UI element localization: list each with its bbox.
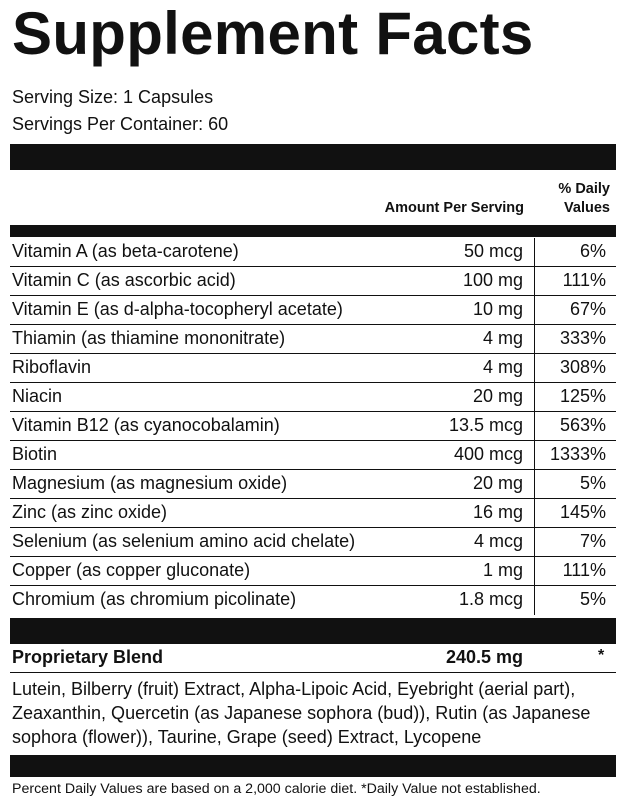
nutrient-row — [10, 441, 616, 470]
nutrient-name: Vitamin A (as beta-carotene) — [12, 241, 239, 261]
nutrient-row — [10, 325, 616, 354]
nutrient-daily-value: 333% — [559, 328, 606, 348]
servings-per-container: Servings Per Container: 60 — [12, 114, 229, 134]
nutrient-row — [10, 296, 616, 325]
nutrient-daily-value: 111% — [562, 560, 606, 580]
nutrient-amount: 4 mg — [482, 357, 523, 377]
blend-name: Proprietary Blend — [12, 647, 164, 667]
nutrient-amount: 1 mg — [482, 560, 523, 580]
nutrient-daily-value: 308% — [559, 357, 606, 377]
nutrient-name: Vitamin B12 (as cyanocobalamin) — [12, 415, 280, 435]
daily-values-header-line1: % Daily — [558, 181, 610, 197]
nutrient-daily-value: 5% — [579, 589, 606, 609]
nutrient-daily-value: 145% — [559, 502, 606, 522]
nutrient-name: Biotin — [12, 444, 58, 464]
nutrient-daily-value: 1333% — [549, 444, 606, 464]
nutrient-amount: 4 mcg — [473, 531, 523, 551]
nutrient-row — [10, 586, 616, 615]
nutrient-row — [10, 354, 616, 383]
nutrient-amount: 20 mg — [472, 473, 523, 493]
blend-divider — [10, 672, 616, 673]
nutrient-name: Vitamin E (as d-alpha-tocopheryl acetate) — [12, 299, 343, 319]
nutrient-amount: 1.8 mcg — [458, 589, 523, 609]
nutrient-name: Niacin — [12, 386, 63, 406]
nutrient-daily-value: 125% — [559, 386, 606, 406]
nutrient-daily-value: 7% — [579, 531, 606, 551]
nutrient-amount: 13.5 mcg — [448, 415, 523, 435]
nutrient-amount: 16 mg — [472, 502, 523, 522]
nutrient-amount: 20 mg — [472, 386, 523, 406]
nutrient-row — [10, 528, 616, 557]
nutrient-row — [10, 470, 616, 499]
blend-amount: 240.5 mg — [445, 647, 523, 667]
nutrient-name: Vitamin C (as ascorbic acid) — [12, 270, 236, 290]
nutrient-daily-value: 5% — [579, 473, 606, 493]
bottom-thick-bar — [10, 755, 616, 777]
blend-dv: * — [598, 647, 605, 664]
serving-size: Serving Size: 1 Capsules — [12, 87, 214, 107]
nutrient-name: Magnesium (as magnesium oxide) — [12, 473, 288, 493]
nutrient-daily-value: 6% — [579, 241, 606, 261]
daily-values-header-line2: Values — [564, 200, 610, 216]
nutrient-name: Copper (as copper gluconate) — [12, 560, 251, 580]
column-divider — [534, 238, 535, 615]
nutrient-name: Chromium (as chromium picolinate) — [12, 589, 297, 609]
top-thick-bar — [10, 144, 616, 170]
nutrient-name: Zinc (as zinc oxide) — [12, 502, 168, 522]
nutrient-name: Selenium (as selenium amino acid chelate) — [12, 531, 356, 551]
nutrient-row — [10, 383, 616, 412]
header-thick-bar — [10, 225, 616, 237]
nutrient-daily-value: 563% — [559, 415, 606, 435]
blend-ingredients: Lutein, Bilberry (fruit) Extract, Alpha-Lipoic Acid, Eyebright (aerial part), Zeaxanthin, Quercetin (as Japanese sophora (bud)), Rutin (as Japanese sophora (flower)), Taurine, Grape (seed) Extract, Lycopene — [12, 679, 591, 747]
nutrient-amount: 4 mg — [482, 328, 523, 348]
panel-title: Supplement Facts — [12, 0, 534, 67]
daily-values-header — [530, 180, 610, 218]
nutrient-amount: 400 mcg — [453, 444, 523, 464]
blend-thick-bar — [10, 618, 616, 644]
footnote: Percent Daily Values are based on a 2,000 calorie diet. *Daily Value not established. — [12, 781, 541, 797]
nutrient-amount: 100 mg — [462, 270, 523, 290]
nutrient-name: Thiamin (as thiamine mononitrate) — [12, 328, 286, 348]
nutrient-daily-value: 111% — [562, 270, 606, 290]
nutrient-amount: 10 mg — [472, 299, 523, 319]
nutrient-amount: 50 mcg — [463, 241, 523, 261]
nutrient-row — [10, 499, 616, 528]
nutrient-row — [10, 238, 616, 267]
nutrient-daily-value: 67% — [569, 299, 606, 319]
amount-per-serving-header: Amount Per Serving — [384, 200, 524, 216]
nutrient-row — [10, 557, 616, 586]
nutrient-row — [10, 412, 616, 441]
nutrient-row — [10, 267, 616, 296]
nutrient-name: Riboflavin — [12, 357, 92, 377]
